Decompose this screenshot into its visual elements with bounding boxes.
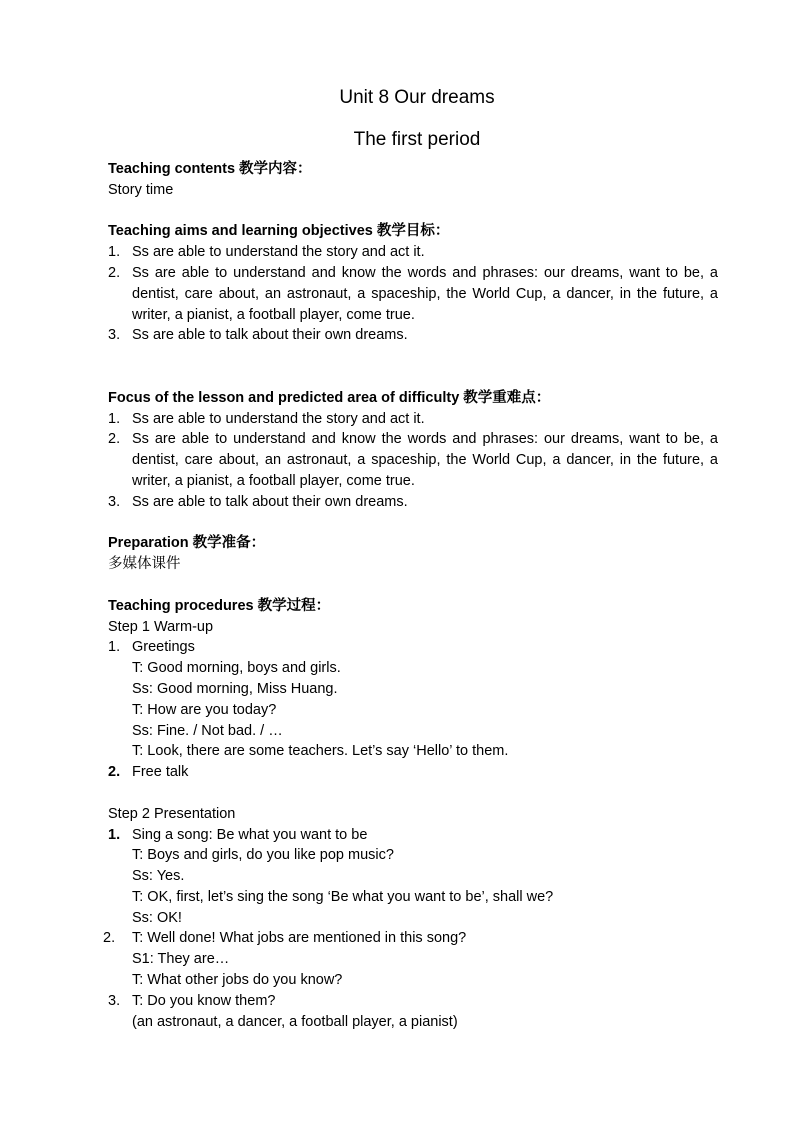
list-number: 1. (108, 639, 121, 656)
dialogue-line: (an astronaut, a dancer, a football player, a pianist) (132, 1013, 458, 1030)
focus-heading: Focus of the lesson and predicted area of difficulty 教学重难点： (108, 389, 551, 406)
dialogue-line: T: OK, first, let’s sing the song ‘Be what you want to be’, shall we? (132, 888, 554, 905)
dialogue-line: T: How are you today? (132, 701, 277, 718)
list-number: 2. (103, 930, 116, 947)
list-number: 3. (108, 992, 121, 1009)
list-item (108, 825, 718, 846)
list-text: T: Well done! What jobs are mentioned in this song? (132, 930, 467, 947)
dialogue-line: Ss: OK! (132, 909, 182, 926)
list-number: 2. (108, 431, 121, 448)
list-item (108, 325, 718, 346)
aims-list (108, 242, 718, 346)
dialogue-line: T: Boys and girls, do you like pop music? (132, 847, 394, 864)
focus-list (108, 409, 718, 513)
list-text: Ss are able to talk about their own dreams. (132, 327, 408, 344)
dialogue-line: T: Good morning, boys and girls. (132, 660, 341, 677)
list-text: Free talk (132, 764, 189, 781)
dialogue-line: T: What other jobs do you know? (132, 972, 343, 989)
step1-list-cont (108, 762, 718, 783)
list-number: 3. (108, 493, 121, 510)
dialogue-line: Ss: Fine. / Not bad. / … (132, 722, 283, 739)
list-number: 1. (108, 410, 121, 427)
list-text: Ss are able to understand and know the words and phrases: our dreams, want to be, a dentist, care about, an astronaut, a spaceship, the World Cup, a dancer, in the future, a writer, a pianist, a football player, come true. (132, 264, 718, 323)
step2-list (108, 825, 718, 846)
list-text: Ss are able to talk about their own dreams. (132, 493, 408, 510)
step1-list (108, 637, 718, 658)
list-item (108, 991, 718, 1012)
list-number: 1. (108, 244, 121, 261)
list-item (108, 637, 718, 658)
aims-heading: Teaching aims and learning objectives 教学目标： (108, 223, 450, 240)
dialogue-line: Ss: Good morning, Miss Huang. (132, 680, 338, 697)
list-text: Greetings (132, 639, 195, 656)
list-number: 2. (108, 764, 121, 781)
document-body (103, 159, 718, 1032)
preparation-heading: Preparation 教学准备： (108, 535, 266, 552)
step2-list-cont2 (108, 991, 718, 1012)
list-text: Ss are able to understand the story and act it. (132, 244, 425, 261)
list-item (108, 429, 718, 491)
list-text: Sing a song: Be what you want to be (132, 826, 368, 843)
list-number: 2. (108, 264, 121, 281)
list-item (108, 762, 718, 783)
contents-text: Story time (108, 181, 174, 198)
list-item (108, 492, 718, 513)
list-item (108, 263, 718, 325)
dialogue-line: Ss: Yes. (132, 868, 185, 885)
list-number: 1. (108, 826, 121, 843)
dialogue-line: T: Look, there are some teachers. Let’s say ‘Hello’ to them. (132, 743, 509, 760)
document-title: Unit 8 Our dreams (339, 87, 495, 108)
list-text: Ss are able to understand and know the words and phrases: our dreams, want to be, a dentist, care about, an astronaut, a spaceship, the World Cup, a dancer, in the future, a writer, a pianist, a football player, come true. (132, 431, 718, 489)
step2-title: Step 2 Presentation (108, 805, 236, 822)
list-text: T: Do you know them? (132, 992, 276, 1009)
list-item (103, 928, 718, 949)
list-item (108, 242, 718, 263)
dialogue-line: S1: They are… (132, 951, 230, 968)
step2-list-cont (103, 928, 718, 949)
step1-title: Step 1 Warm-up (108, 618, 214, 635)
procedures-heading: Teaching procedures 教学过程： (108, 597, 331, 614)
document-subtitle: The first period (353, 129, 481, 150)
list-text: Ss are able to understand the story and act it. (132, 410, 425, 427)
preparation-text: 多媒体课件 (108, 556, 181, 573)
list-item (108, 409, 718, 430)
list-number: 3. (108, 327, 121, 344)
contents-heading: Teaching contents 教学内容： (108, 161, 312, 177)
